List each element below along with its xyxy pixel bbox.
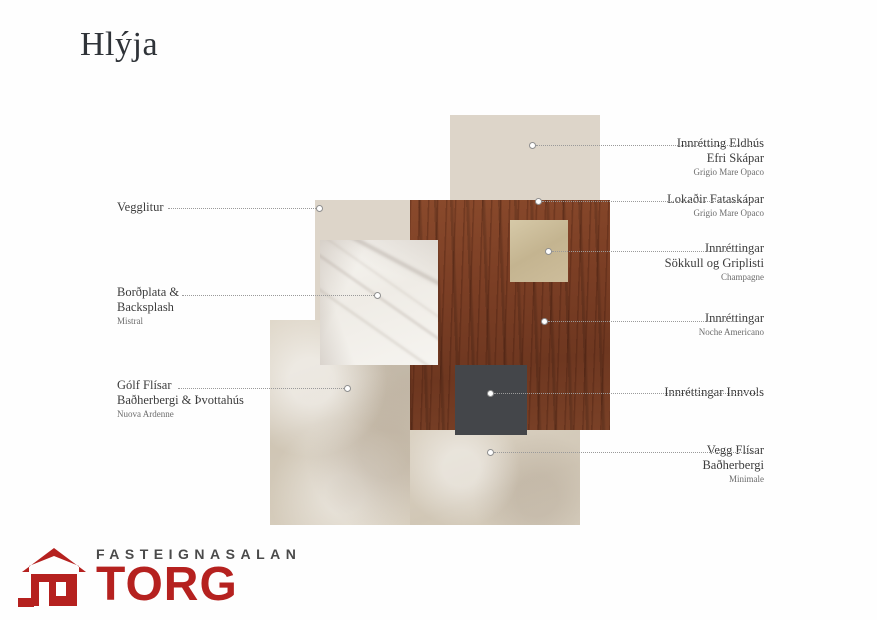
- logo-brand-text: FASTEIGNASALAN: [96, 546, 302, 562]
- torg-house-icon: [18, 546, 90, 608]
- label-golf-flisar: Gólf Flísar Baðherbergi & Þvottahús Nuova Ardenne: [117, 378, 244, 419]
- swatch-cabinet-interior-grey: [455, 365, 527, 435]
- leader-innretting-eldhus: [536, 145, 758, 147]
- label-innrettingar-sokkull-griplisti: Innréttingar Sökkull og Griplisti Champagne: [664, 241, 764, 282]
- dot-innrettingar-sokkull: [545, 248, 552, 255]
- label-vegg-flisar: Vegg Flísar Baðherbergi Minimale: [702, 443, 764, 484]
- label-innretting-eldhus: Innrétting Eldhús Efri Skápar Grigio Mare Opaco: [676, 136, 764, 177]
- leader-innrettingar-innvols: [494, 393, 758, 395]
- dot-lokadir-fataskapar: [535, 198, 542, 205]
- leader-vegg-flisar: [494, 452, 758, 454]
- leader-lokadir-fataskapar: [542, 201, 758, 203]
- leader-innrettingar-sokkull: [552, 251, 758, 253]
- dot-innrettingar-noche: [541, 318, 548, 325]
- label-innrettingar-innvols: Innréttingar Innvols: [664, 385, 764, 399]
- dot-innretting-eldhus: [529, 142, 536, 149]
- leader-vegglitur: [168, 208, 316, 210]
- leader-innrettingar-noche: [548, 321, 758, 323]
- dot-vegglitur: [316, 205, 323, 212]
- dot-bordplata: [374, 292, 381, 299]
- material-collage: [265, 110, 620, 530]
- leader-bordplata: [182, 295, 374, 297]
- swatch-stone-floor-tile-secondary: [410, 430, 580, 525]
- dot-innrettingar-innvols: [487, 390, 494, 397]
- label-lokadir-fataskapar: Lokaðir Fataskápar Grigio Mare Opaco: [667, 192, 764, 218]
- dot-vegg-flisar: [487, 449, 494, 456]
- page-title: Hlýja: [80, 26, 159, 63]
- leader-golf-flisar: [178, 388, 344, 390]
- label-innrettingar-noche: Innréttingar Noche Americano: [698, 311, 764, 337]
- label-vegglitur: Vegglitur: [117, 200, 164, 214]
- swatch-marble-countertop: [320, 240, 438, 365]
- logo-name-text: TORG: [96, 558, 238, 611]
- dot-golf-flisar: [344, 385, 351, 392]
- company-logo: [18, 540, 302, 612]
- label-bordplata-backsplash: Borðplata & Backsplash Mistral: [117, 285, 180, 326]
